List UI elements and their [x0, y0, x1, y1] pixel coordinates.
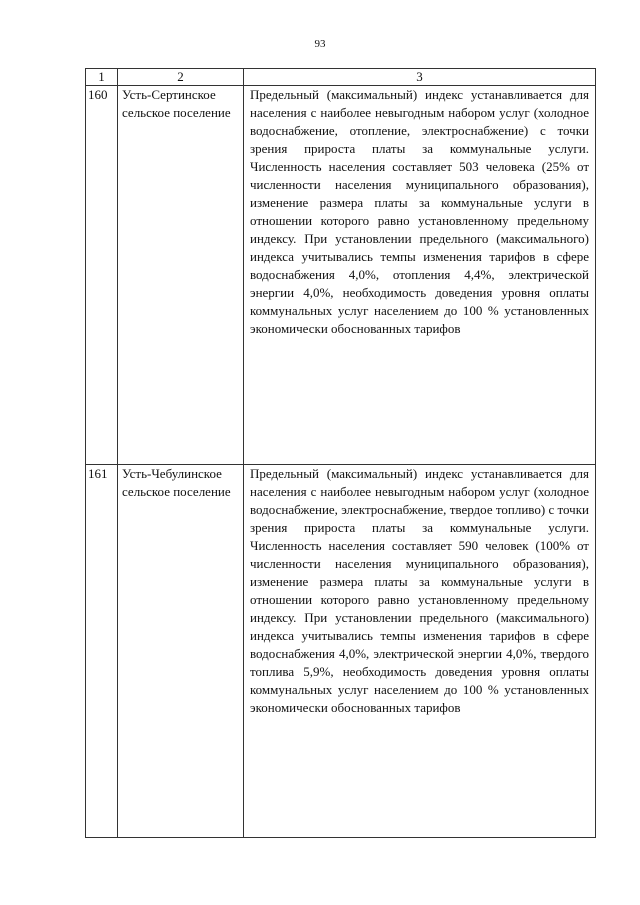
settlement-name: Усть-Чебулинское сельское поселение: [118, 465, 244, 838]
column-header-1: 1: [86, 69, 118, 86]
index-description: Предельный (максимальный) индекс устанавливается для населения с наиболее невыгодным набором услуг (холодное водоснабжение, электроснабжение, твердое топливо) с точки зрения прироста платы за коммунальные услуги. Численность населения составляет 590 человек (100% от численности населения муниципального образования), изменение размера платы за коммунальные услуги в отношении которого равно установленному предельному индексу. При установлении предельного (максимального) индекса учитывались темпы изменения тарифов в сфере водоснабжения 4,0%, электрической энергии 4,0%, твердого топлива 5,9%, необходимость доведения уровня оплаты коммунальных услуг населением до 100 % установленных экономически обоснованных тарифов: [244, 465, 596, 838]
tariff-table: [85, 68, 596, 838]
table-row: [86, 86, 596, 465]
row-number: 161: [86, 465, 118, 838]
row-number: 160: [86, 86, 118, 465]
page-number: 93: [314, 38, 326, 50]
settlement-name: Усть-Сертинское сельское поселение: [118, 86, 244, 465]
table-header-row: [86, 69, 596, 86]
column-header-3: 3: [244, 69, 596, 86]
index-description: Предельный (максимальный) индекс устанавливается для населения с наиболее невыгодным набором услуг (холодное водоснабжение, отопление, электроснабжение) с точки зрения прироста платы за коммунальные услуги. Численность населения составляет 503 человека (25% от численности населения муниципального образования), изменение размера платы за коммунальные услуги в отношении которого равно установленному предельному индексу. При установлении предельного (максимального) индекса учитывались темпы изменения тарифов в сфере водоснабжения 4,0%, отопления 4,4%, электрической энергии 4,0%, необходимость доведения уровня оплаты коммунальных услуг населением до 100 % установленных экономически обоснованных тарифов: [244, 86, 596, 465]
column-header-2: 2: [118, 69, 244, 86]
table-row: [86, 465, 596, 838]
